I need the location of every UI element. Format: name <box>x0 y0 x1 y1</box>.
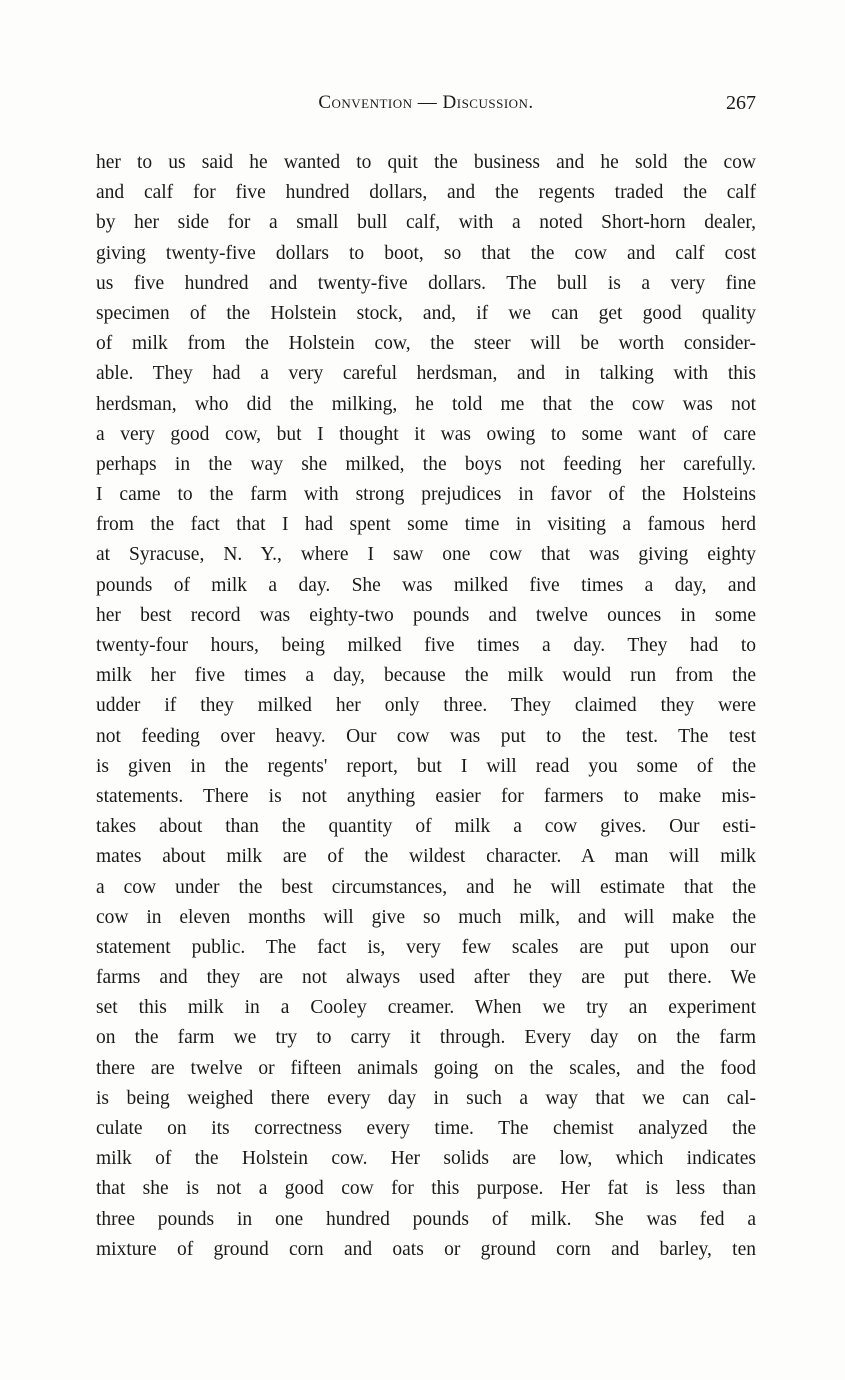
text-line: milk her five times a day, because the milk would run from the <box>96 665 756 687</box>
text-line: by her side for a small bull calf, with a noted Short-horn dealer, <box>96 212 756 234</box>
text-line: is given in the regents' report, but I will read you some of the <box>96 755 756 777</box>
text-line: herdsman, who did the milking, he told me that the cow was not <box>96 393 756 415</box>
page-header <box>96 92 756 122</box>
text-line: her best record was eighty-two pounds and twelve ounces in some <box>96 604 756 626</box>
text-line: of milk from the Holstein cow, the steer will be worth consider- <box>96 333 756 355</box>
text-line: not feeding over heavy. Our cow was put to the test. The test <box>96 725 756 747</box>
page-number: 267 <box>726 92 756 114</box>
text-line: twenty-four hours, being milked five times a day. They had to <box>96 635 756 656</box>
text-line: statement public. The fact is, very few scales are put upon our <box>96 936 756 958</box>
text-line: from the fact that I had spent some time in visiting a famous herd <box>96 514 756 536</box>
text-line: culate on its correctness every time. The chemist analyzed the <box>96 1118 756 1139</box>
text-line: udder if they milked her only three. They claimed they were <box>96 695 756 717</box>
text-line: milk of the Holstein cow. Her solids are low, which indicates <box>96 1148 756 1170</box>
text-line: that she is not a good cow for this purpose. Her fat is less than <box>96 1178 756 1200</box>
text-line: at Syracuse, N. Y., where I saw one cow that was giving eighty <box>96 544 756 566</box>
running-head: Convention — Discussion. <box>318 92 534 113</box>
text-line: there are twelve or fifteen animals going on the scales, and the food <box>96 1057 756 1079</box>
text-line: a very good cow, but I thought it was owing to some want of care <box>96 423 756 445</box>
text-line: three pounds in one hundred pounds of milk. She was fed a <box>96 1208 756 1230</box>
text-line: giving twenty-five dollars to boot, so that the cow and calf cost <box>96 242 756 264</box>
text-line: cow in eleven months will give so much milk, and will make the <box>96 906 756 928</box>
text-line: set this milk in a Cooley creamer. When we try an experiment <box>96 997 756 1019</box>
text-line: on the farm we try to carry it through. Every day on the farm <box>96 1027 756 1049</box>
text-line: farms and they are not always used after they are put there. We <box>96 967 756 989</box>
text-line: I came to the farm with strong prejudices in favor of the Holsteins <box>96 484 756 506</box>
text-line: perhaps in the way she milked, the boys not feeding her carefully. <box>96 453 756 475</box>
text-line: specimen of the Holstein stock, and, if we can get good quality <box>96 302 756 324</box>
text-line: mixture of ground corn and oats or ground corn and barley, ten <box>96 1238 756 1260</box>
text-line: her to us said he wanted to quit the business and he sold the cow <box>96 152 756 173</box>
text-line: and calf for five hundred dollars, and the regents traded the calf <box>96 182 756 204</box>
text-line: pounds of milk a day. She was milked five times a day, and <box>96 574 756 596</box>
text-line: mates about milk are of the wildest character. A man will milk <box>96 846 756 868</box>
text-line: a cow under the best circumstances, and he will estimate that the <box>96 876 756 898</box>
text-line: us five hundred and twenty-five dollars. The bull is a very fine <box>96 272 756 294</box>
text-line: statements. There is not anything easier for farmers to make mis- <box>96 785 756 807</box>
text-line: able. They had a very careful herdsman, and in talking with this <box>96 363 756 385</box>
text-line: takes about than the quantity of milk a cow gives. Our esti- <box>96 816 756 838</box>
body-text <box>96 148 756 1265</box>
text-line: is being weighed there every day in such a way that we can cal- <box>96 1087 756 1109</box>
